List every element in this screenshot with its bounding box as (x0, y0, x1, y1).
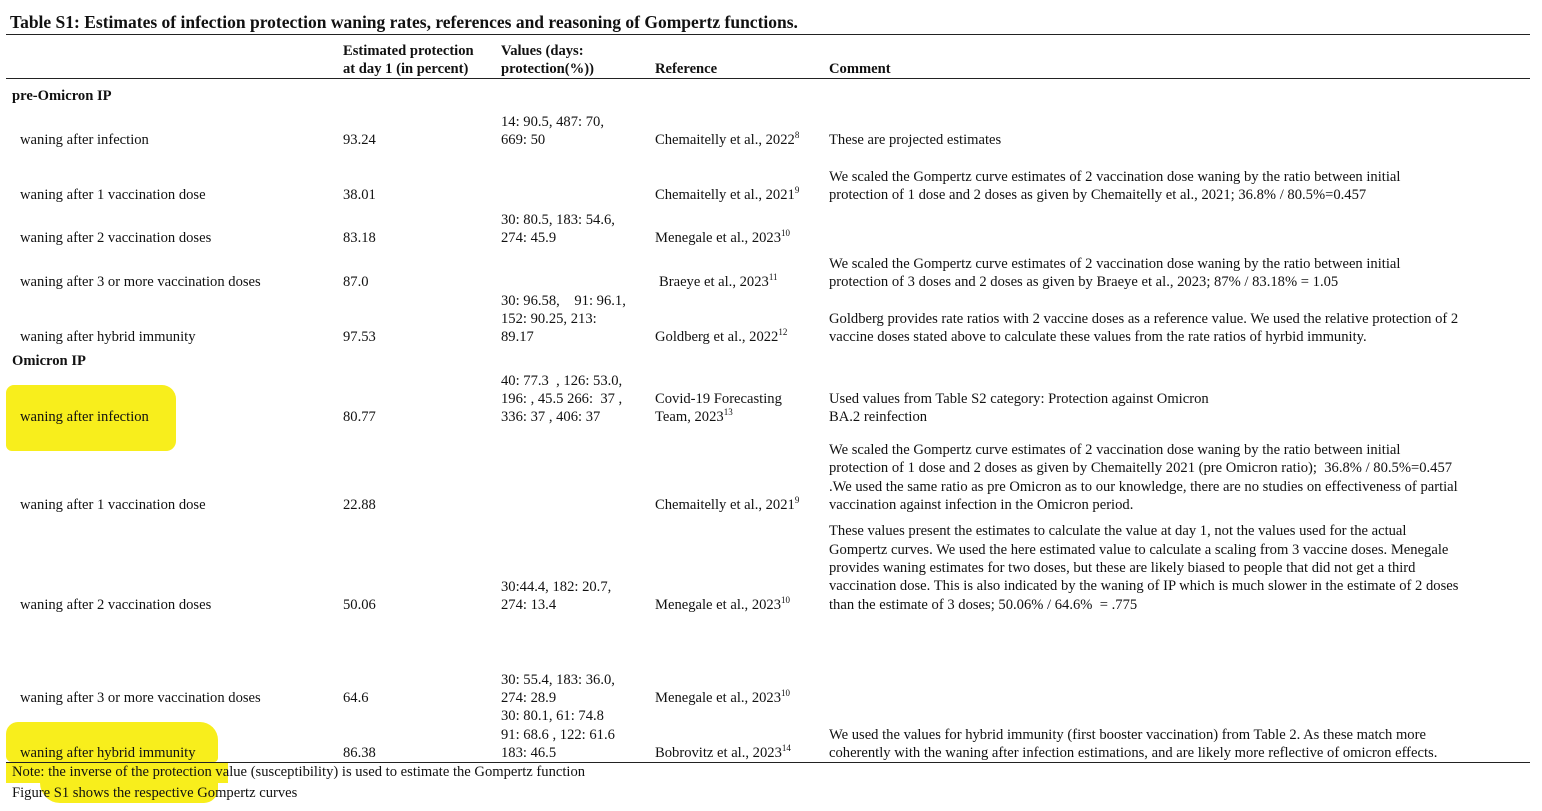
row-values-line: 274: 13.4 (501, 597, 557, 613)
row-label: waning after hybrid immunity (20, 329, 196, 345)
row-comment-line: vaccination against infection in the Omicron period. (829, 497, 1134, 513)
row-comment-line: protection of 3 doses and 2 doses as given by Braeye et al., 2023; 87% / 83.18% = 1.05 (829, 274, 1339, 290)
row-values-line: 30: 55.4, 183: 36.0, (501, 672, 615, 688)
row-comment-line: BA.2 reinfection (829, 409, 928, 425)
row-values-line: 30: 80.1, 61: 74.8 (501, 708, 604, 724)
row-estimate: 83.18 (343, 230, 376, 246)
row-comment-line: protection of 1 dose and 2 doses as given by Chemaitelly 2021 (pre Omicron ratio); 36.8% / 80.5%=0.457 (829, 460, 1453, 476)
row-estimate: 86.38 (343, 745, 376, 761)
row-values-line: 30: 80.5, 183: 54.6, (501, 212, 615, 228)
row-reference: Chemaitelly et al., 2021$^9$ (655, 185, 800, 203)
top-rule (6, 34, 1530, 35)
header-estimated-line2: at day 1 (in percent) (343, 61, 469, 77)
row-label: waning after 3 or more vaccination doses (20, 690, 261, 706)
row-comment-line: than the estimate of 3 doses; 50.06% / 64.6% = .775 (829, 597, 1138, 613)
row-estimate: 87.0 (343, 274, 369, 290)
row-comment-line: vaccination dose. This is also indicated by the waning of IP which is much slower in the estimate of 2 doses (829, 578, 1459, 594)
row-comment-line: These are projected estimates (829, 132, 1002, 148)
row-comment-line: Used values from Table S2 category: Protection against Omicron (829, 391, 1209, 407)
row-comment-line: coherently with the waning after infection estimations, and are likely more reflective of omicron effects. (829, 745, 1438, 761)
row-values-line: 196: , 45.5 266: 37 , (501, 391, 623, 407)
header-rule (6, 78, 1530, 79)
row-reference: Menegale et al., 2023$^{10}$ (655, 595, 791, 613)
table-title: Table S1: Estimates of infection protection waning rates, references and reasoning of Gompertz functions. (10, 12, 798, 32)
row-label: waning after 3 or more vaccination doses (20, 274, 261, 290)
row-label: waning after 2 vaccination doses (20, 230, 212, 246)
row-comment-line: .We used the same ratio as pre Omicron as to our knowledge, there are no studies on effectiveness of partial (829, 479, 1458, 495)
row-label: waning after infection (20, 132, 149, 148)
footnote-inverse: Note: the inverse of the protection value (susceptibility) is used to estimate the Gompertz function (12, 764, 586, 780)
footnote-figure: Figure S1 shows the respective Gompertz curves (12, 785, 298, 801)
row-comment-line: We used the values for hybrid immunity (first booster vaccination) from Table 2. As these match more (829, 727, 1426, 743)
row-values-line: 30:44.4, 182: 20.7, (501, 579, 612, 595)
row-comment-line: These values present the estimates to calculate the value at day 1, not the values used for the actual (829, 523, 1407, 539)
row-label: waning after 1 vaccination dose (20, 187, 206, 203)
header-values-line2: protection(%)) (501, 61, 594, 77)
row-estimate: 93.24 (343, 132, 376, 148)
row-comment-line: Gompertz curves. We used the here estimated value to calculate a scaling from 3 vaccine doses. Menegale (829, 542, 1449, 558)
row-values-line: 89.17 (501, 329, 534, 345)
row-reference: Menegale et al., 2023$^{10}$ (655, 688, 791, 706)
header-estimated-line1: Estimated protection (343, 43, 474, 59)
row-label: waning after 2 vaccination doses (20, 597, 212, 613)
row-estimate: 97.53 (343, 329, 376, 345)
row-values-line: 183: 46.5 (501, 745, 557, 761)
row-reference: Goldberg et al., 2022$^{12}$ (655, 327, 788, 345)
row-values-line: 274: 45.9 (501, 230, 557, 246)
row-estimate: 64.6 (343, 690, 369, 706)
row-values-line: 30: 96.58, 91: 96.1, (501, 293, 626, 309)
row-label: waning after hybrid immunity (20, 745, 196, 761)
row-estimate: 80.77 (343, 409, 376, 425)
row-values-line: 669: 50 (501, 132, 546, 148)
section-omicron: Omicron IP (12, 353, 86, 369)
row-reference: Menegale et al., 2023$^{10}$ (655, 228, 791, 246)
row-reference-line: Team, 2023$^{13}$ (655, 407, 733, 425)
row-comment-line: Goldberg provides rate ratios with 2 vaccine doses as a reference value. We used the relative protection of 2 (829, 311, 1459, 327)
row-estimate: 50.06 (343, 597, 376, 613)
row-values-line: 40: 77.3 , 126: 53.0, (501, 373, 623, 389)
row-values-line: 336: 37 , 406: 37 (501, 409, 601, 425)
row-reference: Chemaitelly et al., 2022$^8$ (655, 130, 800, 148)
row-comment-line: We scaled the Gompertz curve estimates of 2 vaccination dose waning by the ratio between initial (829, 169, 1401, 185)
row-label: waning after 1 vaccination dose (20, 497, 206, 513)
row-comment-line: We scaled the Gompertz curve estimates of 2 vaccination dose waning by the ratio between initial (829, 256, 1401, 272)
row-values-line: 91: 68.6 , 122: 61.6 (501, 727, 615, 743)
row-reference: Chemaitelly et al., 2021$^9$ (655, 495, 800, 513)
row-label: waning after infection (20, 409, 149, 425)
row-values-line: 274: 28.9 (501, 690, 557, 706)
header-reference: Reference (655, 61, 718, 77)
row-comment-line: protection of 1 dose and 2 doses as given by Chemaitelly et al., 2021; 36.8% / 80.5%=0.457 (829, 187, 1367, 203)
row-reference: Braeye et al., 2023$^{11}$ (659, 272, 778, 290)
row-reference-line: Covid-19 Forecasting (655, 391, 782, 407)
row-comment-line: provides waning estimates for two doses, but these are likely biased to people that did not get a third (829, 560, 1416, 576)
row-reference: Bobrovitz et al., 2023$^{14}$ (655, 743, 791, 761)
header-comment: Comment (829, 61, 891, 77)
section-pre-omicron: pre-Omicron IP (12, 88, 112, 104)
row-estimate: 38.01 (343, 187, 376, 203)
row-values-line: 152: 90.25, 213: (501, 311, 597, 327)
row-estimate: 22.88 (343, 497, 376, 513)
header-values-line1: Values (days: (501, 43, 584, 59)
row-comment-line: vaccine doses stated above to calculate these values from the rate ratios of hyrbid immunity. (829, 329, 1367, 345)
row-values-line: 14: 90.5, 487: 70, (501, 114, 604, 130)
row-comment-line: We scaled the Gompertz curve estimates of 2 vaccination dose waning by the ratio between initial (829, 442, 1401, 458)
